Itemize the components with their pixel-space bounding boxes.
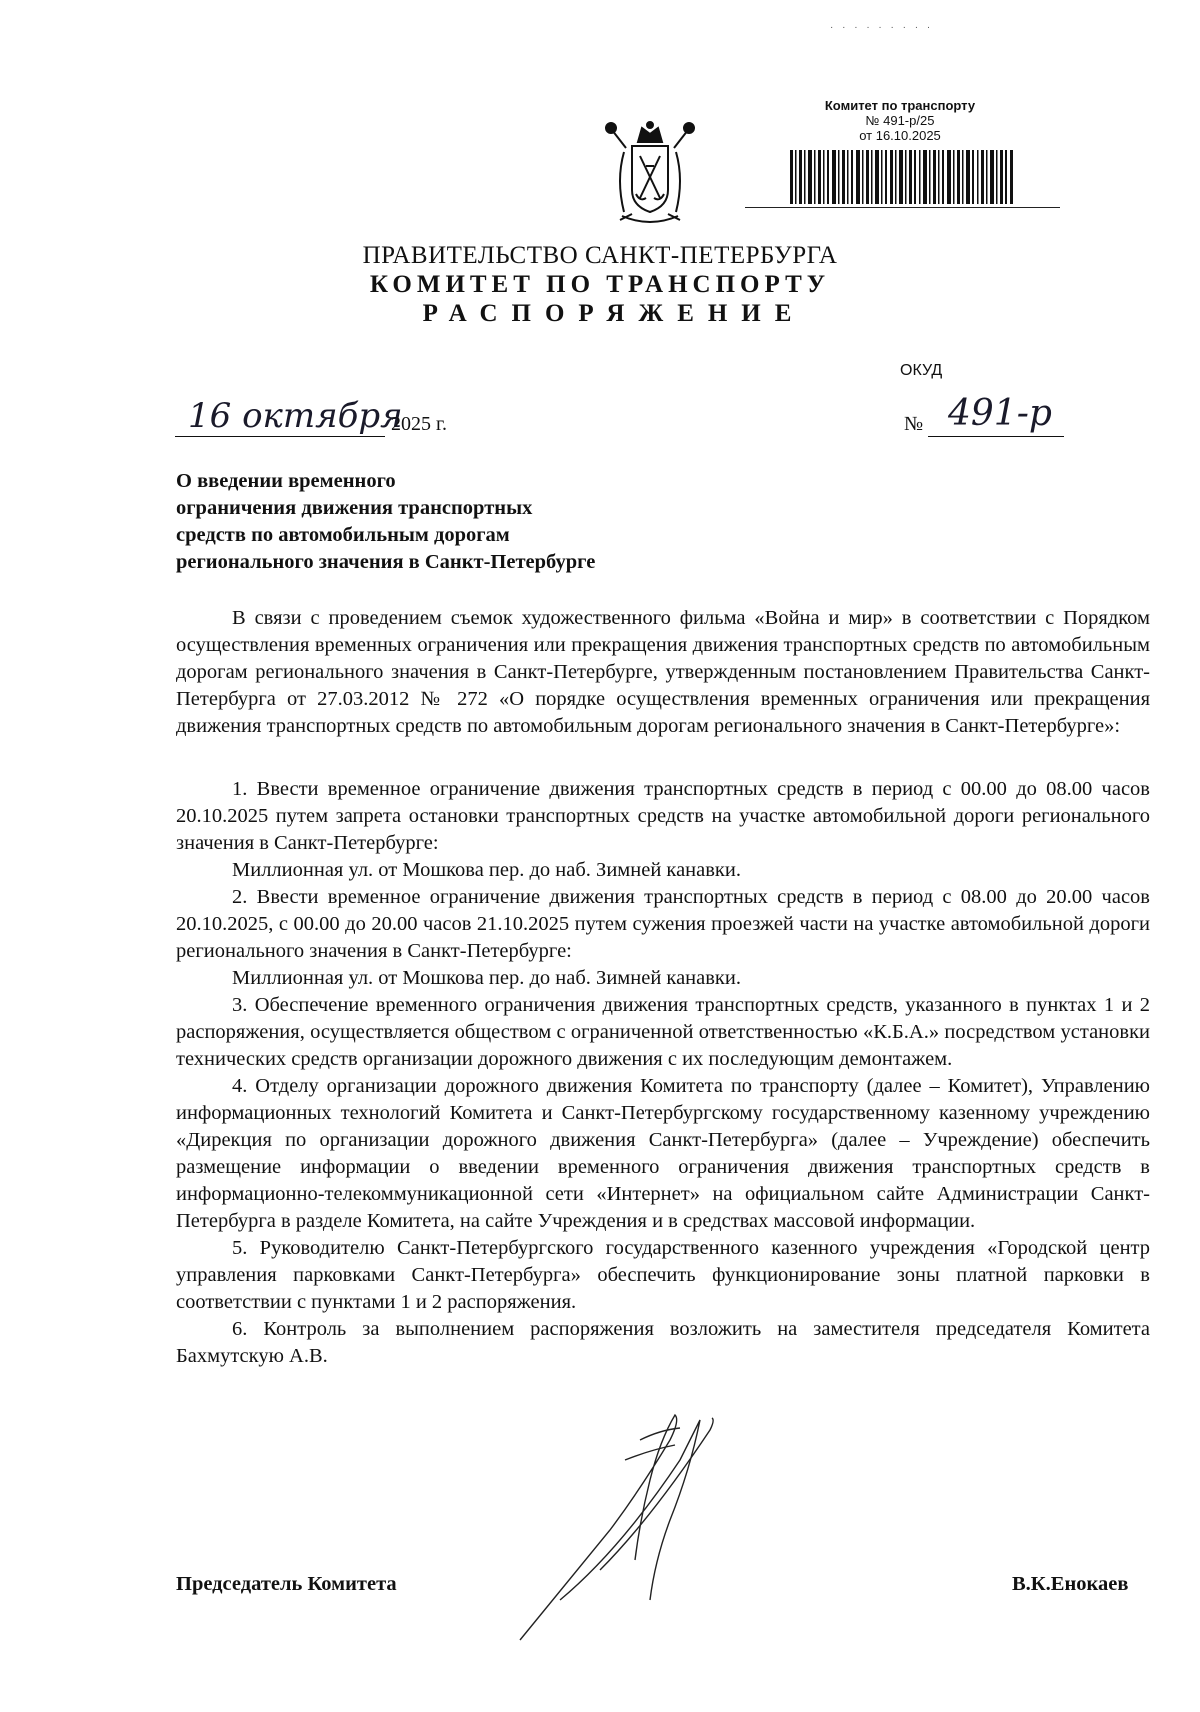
- stamp-org: Комитет по транспорту: [824, 98, 976, 113]
- number-label: №: [904, 413, 924, 435]
- okud-label: ОКУД: [900, 362, 943, 379]
- date-handwritten: 16 октября: [188, 396, 403, 436]
- item-5: 5. Руководителю Санкт-Петербургского государственного казенного учреждения «Городской центр управления парковками Санкт-Петербурга» обеспечить функционирование зоны платной парковки в соответствии с пунктами 1 и 2 распоряжения.: [176, 1237, 1150, 1313]
- number-underline: [928, 436, 1064, 437]
- handwritten-signature: [500, 1400, 800, 1650]
- date-underline: [175, 436, 385, 437]
- item-4: 4. Отделу организации дорожного движения Комитета по транспорту (далее – Комитет), Управлению информационных технологий Комитета и Санкт-Петербургскому государственному казенному учреждению «Дирекция по организации дорожного движения Санкт-Петербурга» (далее – Учреждение) обеспечить размещение информации о введении временного ограничения движения транспортных средств в информационно-телекоммуникационной сети «Интернет» на официальном сайте Администрации Санкт-Петербурга в разделе Комитета, на сайте Учреждения и в средствах массовой информации.: [176, 1075, 1150, 1232]
- registration-stamp: [780, 98, 1020, 143]
- header-government: ПРАВИТЕЛЬСТВО САНКТ-ПЕТЕРБУРГА: [362, 242, 838, 269]
- date-year: 2025 г.: [391, 413, 447, 435]
- preamble: В связи с проведением съемок художественного фильма «Война и мир» в соответствии с Порядком осуществления временных ограничения или прекращения движения транспортных средств по автомобильным дорогам регионального значения в Санкт-Петербурге, утвержденным постановлением Правительства Санкт-Петербурга от 27.03.2012 № 272 «О порядке осуществления временных ограничения или прекращения движения транспортных средств по автомобильным дорогам регионального значения в Санкт-Петербурге»:: [176, 607, 1150, 737]
- barcode-underline: [745, 207, 1060, 208]
- item-6: 6. Контроль за выполнением распоряжения возложить на заместителя председателя Комитета Бахмутскую А.В.: [176, 1318, 1150, 1367]
- document-body: [176, 605, 1150, 1370]
- barcode: [790, 150, 1016, 204]
- title-line: средств по автомобильным дорогам: [176, 524, 510, 546]
- scan-marks: · · · · · · · · ·: [830, 22, 934, 33]
- item-3: 3. Обеспечение временного ограничения движения транспортных средств, указанного в пунктах 1 и 2 распоряжения, осуществляется обществом с ограниченной ответственностью «К.Б.А.» посредством установки технических средств организации дорожного движения с их последующим демонтажем.: [176, 994, 1150, 1070]
- document-title: [176, 468, 736, 576]
- header-committee: КОМИТЕТ ПО ТРАНСПОРТУ: [369, 271, 831, 298]
- title-line: регионального значения в Санкт-Петербурге: [176, 551, 596, 573]
- item-2: 2. Ввести временное ограничение движения транспортных средств в период с 08.00 до 20.00 часов 20.10.2025, с 00.00 до 20.00 часов 21.10.2025 путем сужения проезжей части на участке автомобильной дороги регионального значения в Санкт-Петербурге:: [176, 886, 1150, 962]
- title-line: О введении временного: [176, 470, 396, 492]
- title-line: ограничения движения транспортных: [176, 497, 533, 519]
- item-1: 1. Ввести временное ограничение движения транспортных средств в период с 00.00 до 08.00 часов 20.10.2025 путем запрета остановки транспортных средств на участке автомобильной дороги регионального значения в Санкт-Петербурге:: [176, 778, 1150, 854]
- item-1-street: Миллионная ул. от Мошкова пер. до наб. Зимней канавки.: [232, 859, 741, 881]
- signature-name: В.К.Енокаев: [1012, 1573, 1129, 1595]
- stamp-reg-number: № 491-р/25: [865, 113, 935, 128]
- number-handwritten: 491-р: [948, 393, 1052, 434]
- item-2-street: Миллионная ул. от Мошкова пер. до наб. Зимней канавки.: [232, 967, 741, 989]
- coat-of-arms-icon: [602, 120, 698, 230]
- stamp-reg-date: от 16.10.2025: [859, 128, 941, 143]
- header-doc-type: РАСПОРЯЖЕНИЕ: [422, 300, 806, 327]
- signature-position: Председатель Комитета: [176, 1573, 397, 1595]
